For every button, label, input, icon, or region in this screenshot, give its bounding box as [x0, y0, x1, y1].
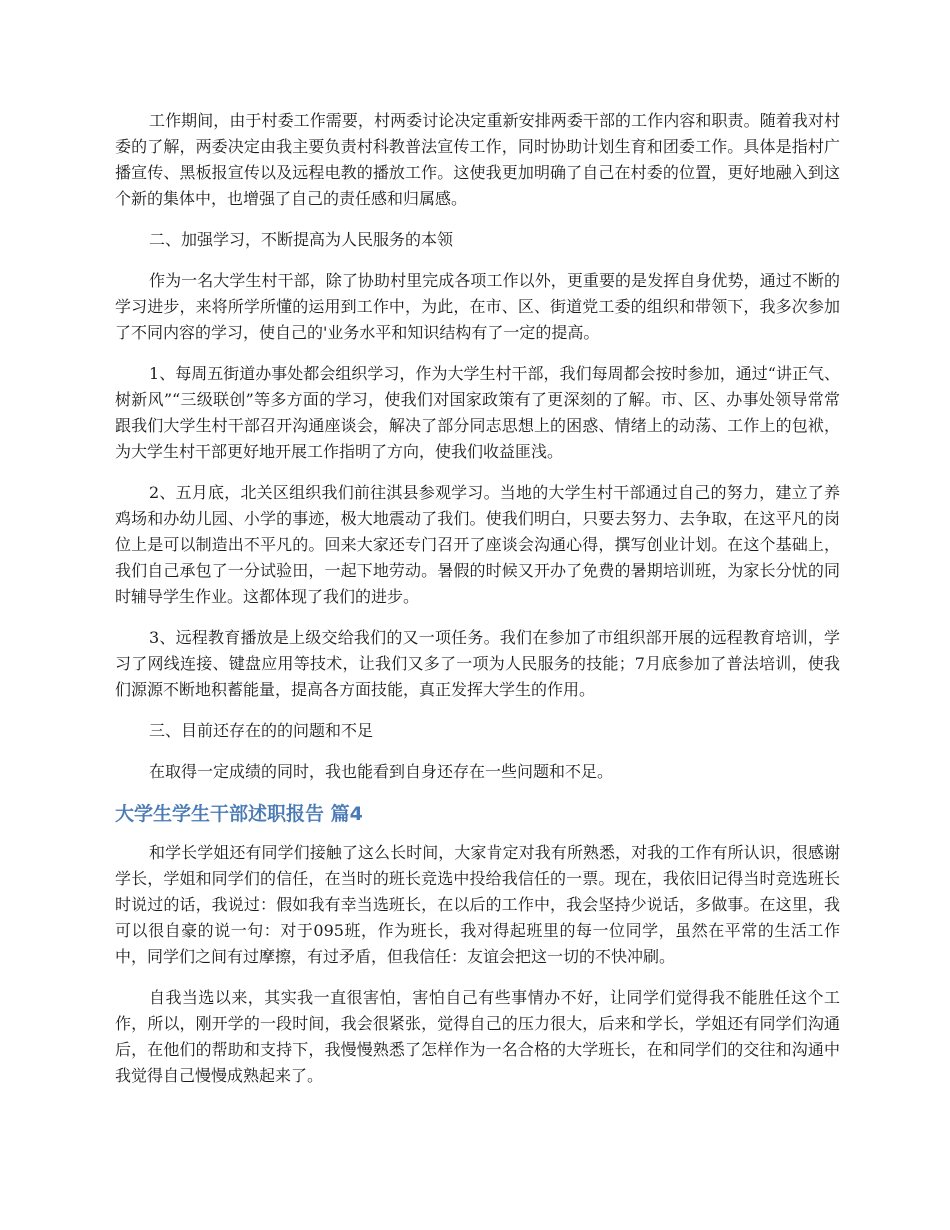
paragraph-item-1: 1、每周五街道办事处都会组织学习，作为大学生村干部，我们每周都会按时参加，通过“讲正气、树新风”“三级联创”等多方面的学习，使我们对国家政策有了更深刻的了解。市、区、办事处领导常常跟我们大学生村干部召开沟通座谈会，解决了部分同志思想上的困惑、情绪上的动荡、工作上的包袱，为大学生村干部更好地开展工作指明了方向，使我们收益匪浅。: [115, 364, 840, 461]
paragraph-class-monitor-2: 自我当选以来，其实我一直很害怕，害怕自己有些事情办不好，让同学们觉得我不能胜任这个工作，所以，刚开学的一段时间，我会很紧张，觉得自己的压力很大，后来和学长，学姐还有同学们沟通后，在他们的帮助和支持下，我慢慢熟悉了怎样作为一名合格的大学班长，在和同学们的交往和沟通中我觉得自己慢慢成熟起来了。: [115, 988, 840, 1085]
paragraph-item-2: 2、五月底，北关区组织我们前往淇县参观学习。当地的大学生村干部通过自己的努力，建立了养鸡场和办幼儿园、小学的事迹，极大地震动了我们。使我们明白，只要去努力、去争取，在这平凡的岗位上是可以制造出不平凡的。回来大家还专门召开了座谈会沟通心得，撰写创业计划。在这个基础上，我们自己承包了一分试验田，一起下地劳动。暑假的时候又开办了免费的暑期培训班，为家长分忧的同时辅导学生作业。这都体现了我们的进步。: [115, 483, 840, 606]
paragraph-learning-intro: 作为一名大学生村干部，除了协助村里完成各项工作以外，更重要的是发挥自身优势，通过不断的学习进步，来将所学所懂的运用到工作中，为此，在市、区、街道党工委的组织和带领下，我多次参加了不同内容的学习，使自己的'业务水平和知识结构有了一定的提高。: [115, 271, 840, 342]
subheading-problems: 三、目前还存在的的问题和不足: [149, 721, 374, 740]
paragraph-work-period: 工作期间，由于村委工作需要，村两委讨论决定重新安排两委干部的工作内容和职责。随着我对村委的了解，两委决定由我主要负责村科教普法宣传工作，同时协助计划生育和团委工作。具体是指村广播宣传、黑板报宣传以及远程电教的播放工作。这使我更加明确了自己在村委的位置，更好地融入到这个新的集体中，也增强了自己的责任感和归属感。: [115, 111, 840, 208]
section-title: 大学生学生干部述职报告 篇4: [115, 803, 363, 825]
paragraph-class-monitor-1: 和学长学姐还有同学们接触了这么长时间，大家肯定对我有所熟悉，对我的工作有所认识，很感谢学长，学姐和同学们的信任，在当时的班长竞选中投给我信任的一票。现在，我依旧记得当时竞选班长时说过的话，我说过：假如我有幸当选班长，在以后的工作中，我会坚持少说话，多做事。在这里，我可以很自豪的说一句：对于095班，作为班长，我对得起班里的每一位同学，虽然在平常的生活工作中，同学们之间有过摩擦，有过矛盾，但我信任：友谊会把这一切的不快冲刷。: [115, 843, 840, 966]
paragraph-problems-intro: 在取得一定成绩的同时，我也能看到自身还存在一些问题和不足。: [149, 762, 614, 781]
paragraph-item-3: 3、远程教育播放是上级交给我们的又一项任务。我们在参加了市组织部开展的远程教育培训，学习了网线连接、键盘应用等技术，让我们又多了一项为人民服务的技能；7月底参加了普法培训，使我们源源不断地积蓄能量，提高各方面技能，真正发挥大学生的作用。: [115, 628, 840, 699]
document-page: [115, 108, 840, 1104]
subheading-strengthen-learning: 二、加强学习，不断提高为人民服务的本领: [149, 230, 454, 249]
